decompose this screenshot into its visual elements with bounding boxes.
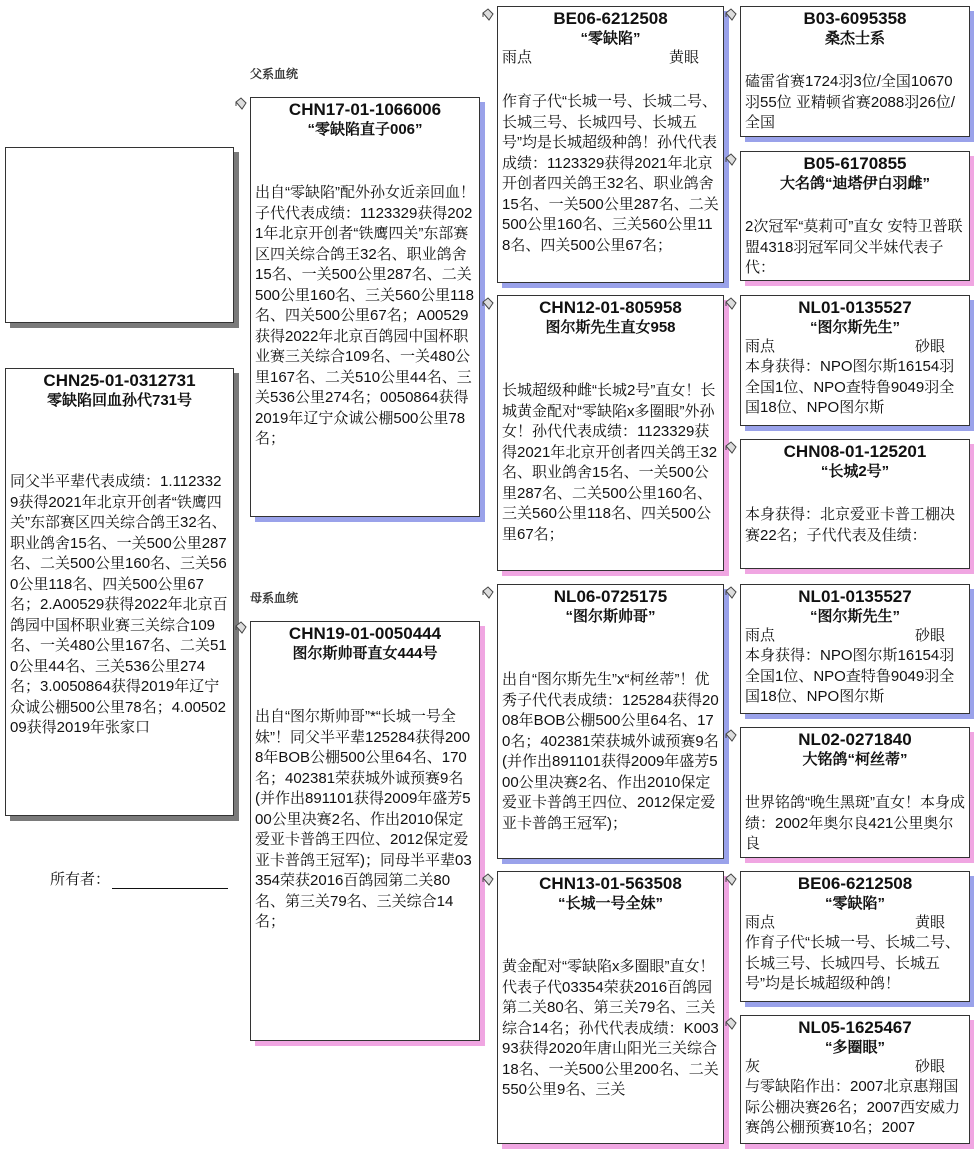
ring-number: NL05-1625467 [798, 1018, 912, 1037]
pigeon-name: 零缺陷回血孙代731号 [46, 392, 193, 409]
card-text: 同父半平辈代表成绩：1.1123329获得2021年北京开创者“铁鹰四关”东部赛区四关综合鸽王32名、职业鸽舍15名、一关500公里287名、二关500公里160名、三关560公里118名、四关500公里67名；2.A00529获得2022年北京百鸽园中国杯职业赛三关综合109名、一关480公里167名、二关510公里44名、三关536公里274名；3.0050864获得2019年辽宁众诚公棚500公里78名；4.0050209获得2019年张家口 [10, 473, 228, 736]
edit-bucket-icon[interactable] [724, 873, 738, 887]
card-text: 世界铭鸽“晚生黑斑”直女！本身成绩：2002年奥尔良421公里奥尔良 [745, 794, 965, 852]
great-grandparent-card[interactable] [740, 584, 970, 714]
ring-number: NL02-0271840 [798, 730, 912, 749]
great-grandparent-card[interactable] [740, 295, 970, 426]
ring-number: BE06-6212508 [797, 874, 913, 893]
ring-number: CHN25-01-0312731 [43, 371, 196, 390]
card-text: 作育子代“长城一号、长城二号、长城三号、长城四号、长城五号”均是长城超级种鸽！ [745, 934, 960, 992]
owner-label: 所有者： [50, 871, 111, 888]
color-eye-row [745, 626, 965, 646]
pigeon-name: “零缺陷” [824, 895, 885, 912]
ring-number: CHN19-01-0050444 [288, 624, 442, 643]
card-text: 出自“图尔斯帅哥”*“长城一号全妹”！同父半平辈125284获得2008年BOB公棚500公里64名、170名；402381荣获城外诚预赛9名(并作出891101获得2009年盛芳500公里决赛2名、作出2010保定爱亚卡普鸽王四位、2012保定爱亚卡普鸽王冠军)；同母半平辈03354荣获2016百鸽园第二关80名、第三关79名、三关综合14名； [255, 708, 472, 930]
pigeon-name: 图尔斯先生直女958 [545, 319, 676, 336]
ring-number: NL06-0725175 [553, 587, 668, 606]
pigeon-name: “长城2号” [820, 463, 890, 480]
sire-card[interactable] [250, 97, 480, 517]
color-eye-row [745, 337, 965, 357]
dam-line-label: 母系血统 [250, 591, 299, 605]
edit-bucket-icon[interactable] [481, 297, 495, 311]
edit-bucket-icon[interactable] [724, 8, 738, 22]
great-grandparent-card[interactable] [740, 439, 970, 569]
ring-number: NL01-0135527 [798, 587, 912, 606]
photo-box[interactable] [5, 147, 234, 323]
edit-bucket-icon[interactable] [724, 441, 738, 455]
edit-bucket-icon[interactable] [724, 586, 738, 600]
eye-type: 砂眼 [914, 1058, 945, 1075]
ring-number: CHN17-01-1066006 [288, 100, 442, 119]
eye-type: 砂眼 [914, 338, 945, 355]
card-text: 与零缺陷作出：2007北京惠翔国际公棚决赛26名；2007西安威力赛鸽公棚预赛10名；2007 [745, 1078, 961, 1136]
card-text: 本身获得：NPO图尔斯16154羽全国1位、NPO查特鲁9049羽全国18位、NPO图尔斯 [745, 647, 955, 705]
edit-bucket-icon[interactable] [724, 297, 738, 311]
pigeon-name: “多圈眼” [824, 1039, 885, 1056]
color-eye-row [502, 48, 719, 68]
eye-type: 黄眼 [668, 49, 699, 66]
edit-bucket-icon[interactable] [234, 621, 248, 635]
grandparent-card[interactable] [497, 871, 724, 1144]
edit-bucket-icon[interactable] [481, 873, 495, 887]
grandparent-card[interactable] [497, 295, 724, 571]
edit-bucket-icon[interactable] [724, 153, 738, 167]
pigeon-name: “零缺陷” [580, 30, 641, 47]
feather-color: 雨点 [745, 338, 776, 355]
card-text: 黄金配对“零缺陷x多圈眼”直女！代表子代03354荣获2016百鸽园第二关80名、第三关79名、三关综合14名；孙代代表成绩：K00393获得2020年唐山阳光三关综合18名、一关500公里200名、二关550公里9名、三关 [502, 958, 719, 1098]
card-text: 出自“图尔斯先生”x“柯丝蒂”！优秀子代代表成绩：125284获得2008年BOB公棚500公里64名、170名；402381荣获城外诚预赛9名(并作出891101获得2009年盛芳500公里决赛2名、作出2010保定爱亚卡普鸽王四位、2012保定爱亚卡普鸽王冠军)； [502, 671, 719, 832]
pigeon-name: “图尔斯先生” [809, 319, 900, 336]
dam-card[interactable] [250, 621, 480, 1041]
owner-line [112, 872, 228, 889]
pigeon-name: “图尔斯帅哥” [565, 608, 656, 625]
edit-bucket-icon[interactable] [481, 586, 495, 600]
pigeon-name: 大名鸽“迪塔伊白羽雌” [779, 175, 930, 192]
sire-line-label: 父系血统 [250, 67, 299, 81]
edit-bucket-icon[interactable] [481, 8, 495, 22]
card-text: 出自“零缺陷”配外孙女近亲回血！子代代表成绩：1123329获得2021年北京开创者“铁鹰四关”东部赛区四关综合鸽王32名、职业鸽舍15名、一关500公里287名、二关500公里160名、三关560公里118名、四关500公里67名；A00529获得2022年北京百鸽园中国杯职业赛三关综合109名、一关480公里167名、二关510公里44名、三关536公里274名；0050864获得2019年辽宁众诚公棚500公里78名； [255, 184, 475, 447]
great-grandparent-card[interactable] [740, 1015, 970, 1144]
pigeon-name: 桑杰士系 [824, 30, 885, 47]
pigeon-name: 图尔斯帅哥直女444号 [292, 645, 438, 662]
great-grandparent-card[interactable] [740, 6, 970, 137]
feather-color: 雨点 [745, 914, 776, 931]
eye-type: 砂眼 [914, 627, 945, 644]
color-eye-row [745, 1057, 965, 1077]
ring-number: NL01-0135527 [798, 298, 912, 317]
card-text: 作育子代“长城一号、长城二号、长城三号、长城四号、长城五号”均是长城超级种鸽！孙代代表成绩：1123329获得2021年北京开创者四关鸽王32名、职业鸽舍15名、一关500公里287名、二关500公里160名、三关560公里118名、四关500公里67名； [502, 93, 719, 254]
ring-number: CHN12-01-805958 [539, 298, 682, 317]
card-text: 长城超级种雌“长城2号”直女！长城黄金配对“零缺陷x多圈眼”外孙女！孙代代表成绩：1123329获得2021年北京开创者四关鸽王32名、职业鸽舍15名、一关500公里287名、二关500公里160名、三关560公里118名、四关500公里67名； [502, 382, 718, 543]
ring-number: B03-6095358 [803, 9, 907, 28]
owner-field[interactable] [50, 868, 228, 889]
card-text: 本身获得：NPO图尔斯16154羽全国1位、NPO查特鲁9049羽全国18位、NPO图尔斯 [745, 358, 955, 416]
edit-bucket-icon[interactable] [724, 729, 738, 743]
subject-card[interactable] [5, 368, 234, 816]
pigeon-name: “图尔斯先生” [809, 608, 900, 625]
edit-bucket-icon[interactable] [724, 1017, 738, 1031]
grandparent-card[interactable] [497, 6, 724, 283]
card-text: 2次冠军“莫莉可”直女 安特卫普联盟4318羽冠军同父半妹代表子代： [745, 218, 963, 276]
feather-color: 雨点 [502, 49, 533, 66]
feather-color: 灰 [745, 1058, 761, 1075]
great-grandparent-card[interactable] [740, 727, 970, 858]
pigeon-name: “长城一号全妹” [557, 895, 663, 912]
card-text: 磕雷省赛1724羽3位/全国10670羽55位 亚精顿省赛2088羽26位/全国 [745, 73, 956, 131]
pigeon-name: 大铭鸽“柯丝蒂” [802, 751, 908, 768]
great-grandparent-card[interactable] [740, 151, 970, 281]
card-text: 本身获得：北京爱亚卡普工棚决赛22名；子代代表及佳绩： [745, 506, 956, 544]
ring-number: CHN13-01-563508 [539, 874, 682, 893]
great-grandparent-card[interactable] [740, 871, 970, 1002]
grandparent-card[interactable] [497, 584, 724, 859]
feather-color: 雨点 [745, 627, 776, 644]
ring-number: BE06-6212508 [553, 9, 668, 28]
edit-bucket-icon[interactable] [234, 97, 248, 111]
ring-number: B05-6170855 [803, 154, 907, 173]
eye-type: 黄眼 [914, 914, 945, 931]
pigeon-name: “零缺陷直子006” [307, 121, 423, 138]
color-eye-row [745, 913, 965, 933]
ring-number: CHN08-01-125201 [783, 442, 927, 461]
